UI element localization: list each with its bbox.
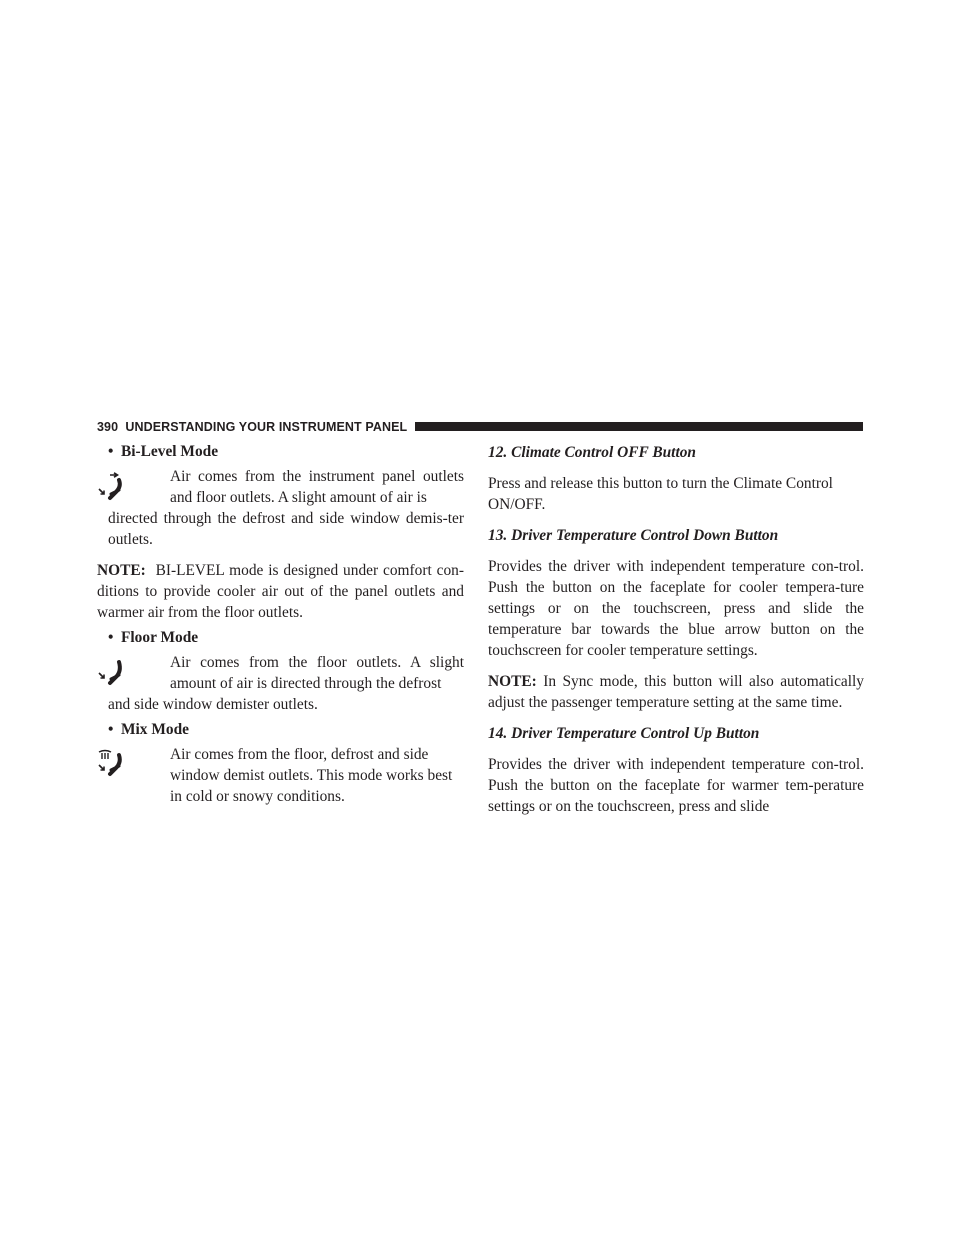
section-14-body: Provides the driver with independent temperature con-trol. Push the button on the faceplate for warmer tem-perature settings or on the touchscreen, press and slide: [488, 756, 864, 815]
header-rule: [415, 422, 863, 431]
bilevel-mode-text: Air comes from the instrument panel outlets and floor outlets. A slight amount of air is: [170, 468, 464, 506]
floor-mode-block: [97, 652, 464, 715]
section-13-note: NOTE: In Sync mode, this button will also automatically adjust the passenger temperature setting at the same time.: [488, 673, 864, 711]
running-header: [97, 419, 863, 435]
left-column: [97, 441, 464, 807]
section-12-body: Press and release this button to turn the Climate Control ON/OFF.: [488, 475, 833, 513]
section-12-title: 12. Climate Control OFF Button: [488, 444, 696, 461]
floor-mode-text-cont: and side window demister outlets.: [108, 696, 318, 713]
bilevel-mode-heading: • Bi-Level Mode: [108, 443, 219, 460]
mix-mode-text: Air comes from the floor, defrost and side window demist outlets. This mode works best in cold or snowy conditions.: [170, 746, 453, 805]
page-number: 390: [97, 420, 119, 434]
floor-mode-icon: [97, 658, 127, 688]
running-title: UNDERSTANDING YOUR INSTRUMENT PANEL: [125, 420, 408, 434]
section-13-title: 13. Driver Temperature Control Down Button: [488, 527, 779, 544]
bilevel-mode-block: [97, 466, 464, 550]
bilevel-mode-text-cont: directed through the defrost and side window demis-ter outlets.: [108, 510, 464, 548]
mix-mode-icon: [97, 748, 127, 778]
right-column: [488, 441, 864, 817]
section-13-body: Provides the driver with independent temperature con-trol. Push the button on the faceplate for cooler tempera-ture settings or on the touchscreen, press and slide the temperature bar towards the blue arrow button on the touchscreen for cooler temperature settings.: [488, 558, 864, 659]
floor-mode-text: Air comes from the floor outlets. A slight amount of air is directed through the defrost: [170, 654, 464, 692]
header-text: [97, 419, 407, 435]
section-14-title: 14. Driver Temperature Control Up Button: [488, 725, 760, 742]
bi-level-mode-icon: [97, 472, 127, 502]
floor-mode-heading: • Floor Mode: [108, 629, 199, 646]
mix-mode-block: [97, 744, 464, 807]
bilevel-note: NOTE: BI-LEVEL mode is designed under comfort con-ditions to provide cooler air out of the panel outlets and warmer air from the floor outlets.: [97, 562, 464, 621]
mix-mode-heading: • Mix Mode: [108, 721, 189, 738]
